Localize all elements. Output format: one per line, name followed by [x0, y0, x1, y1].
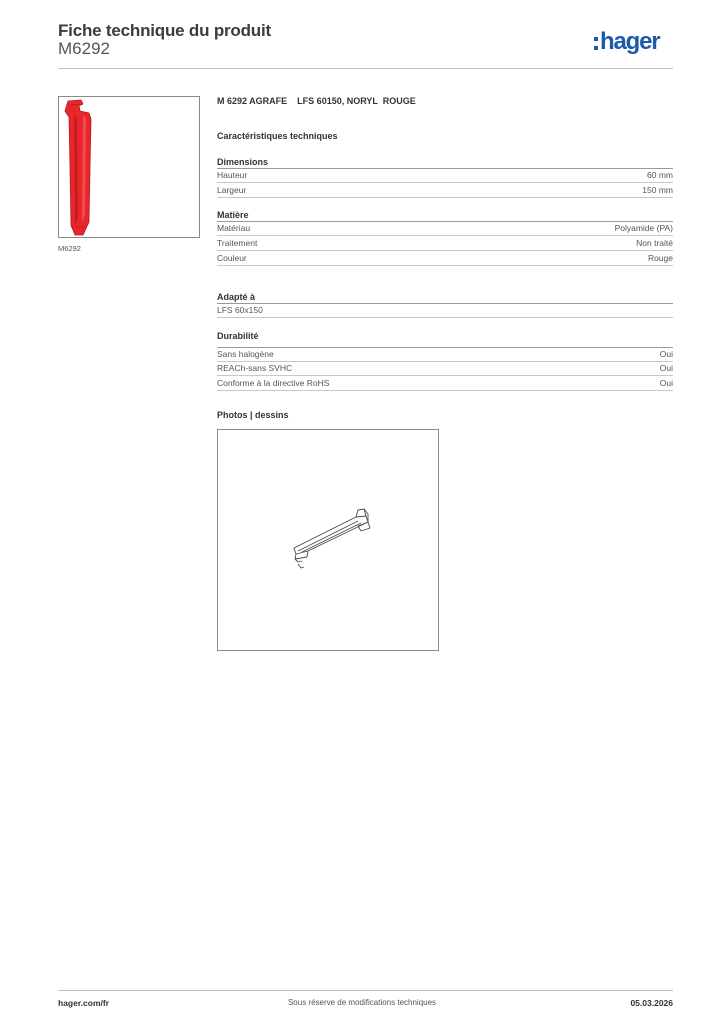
hager-logo[interactable] — [593, 28, 675, 58]
product-name: M 6292 AGRAFE LFS 60150, NORYL ROUGE — [217, 96, 416, 106]
thumbnail-caption: M6292 — [58, 244, 81, 253]
spec-row-rohs — [217, 377, 673, 391]
spec-label: Hauteur — [217, 170, 248, 180]
red-clip-image — [59, 97, 199, 237]
specs-heading: Caractéristiques techniques — [217, 131, 338, 141]
spec-row-couleur — [217, 252, 673, 266]
spec-value: Rouge — [647, 253, 673, 263]
group-title-dimensions: Dimensions — [217, 157, 269, 167]
spec-value: 60 mm — [647, 170, 673, 180]
spec-label: Largeur — [217, 185, 247, 195]
group-title-matiere: Matière — [217, 210, 249, 220]
spec-label: Couleur — [217, 253, 247, 263]
group-title-adapte: Adapté à — [217, 292, 256, 302]
logo-dot-bottom — [594, 46, 598, 50]
spec-row-largeur — [217, 184, 673, 198]
header-divider — [58, 68, 673, 69]
spec-value: Polyamide (PA) — [614, 223, 673, 233]
technical-drawing[interactable] — [217, 429, 439, 651]
product-code: M6292 — [58, 39, 110, 58]
spec-label: REACh-sans SVHC — [217, 363, 293, 373]
logo-text: hager — [600, 28, 660, 55]
spec-label: Traitement — [217, 238, 258, 248]
clip-line-drawing — [218, 430, 438, 650]
spec-value: Oui — [659, 378, 673, 388]
spec-value: Oui — [659, 363, 673, 373]
spec-value: Oui — [659, 349, 673, 359]
footer-divider — [58, 990, 673, 991]
photos-heading: Photos | dessins — [217, 410, 289, 420]
spec-row-materiau — [217, 222, 673, 236]
footer-disclaimer: Sous réserve de modifications techniques — [287, 998, 437, 1007]
spec-label: Conforme à la directive RoHS — [217, 378, 330, 388]
spec-row-compatible — [217, 304, 673, 318]
group-title-durabilite: Durabilité — [217, 331, 259, 341]
spec-row-reach — [217, 362, 673, 376]
spec-row-traitement — [217, 237, 673, 251]
spec-label: Sans halogène — [217, 349, 274, 359]
page-title: Fiche technique du produit — [58, 21, 271, 40]
footer-date: 05.03.2026 — [630, 998, 673, 1008]
footer-website-link[interactable]: hager.com/fr — [58, 998, 110, 1008]
spec-row-halogene — [217, 348, 673, 362]
spec-row-hauteur — [217, 169, 673, 183]
logo-dot-top — [594, 37, 598, 41]
spec-label: Matériau — [217, 223, 251, 233]
spec-value: Non traité — [636, 238, 673, 248]
spec-label: LFS 60x150 — [217, 305, 263, 315]
spec-value: 150 mm — [642, 185, 673, 195]
product-thumbnail[interactable] — [58, 96, 200, 238]
